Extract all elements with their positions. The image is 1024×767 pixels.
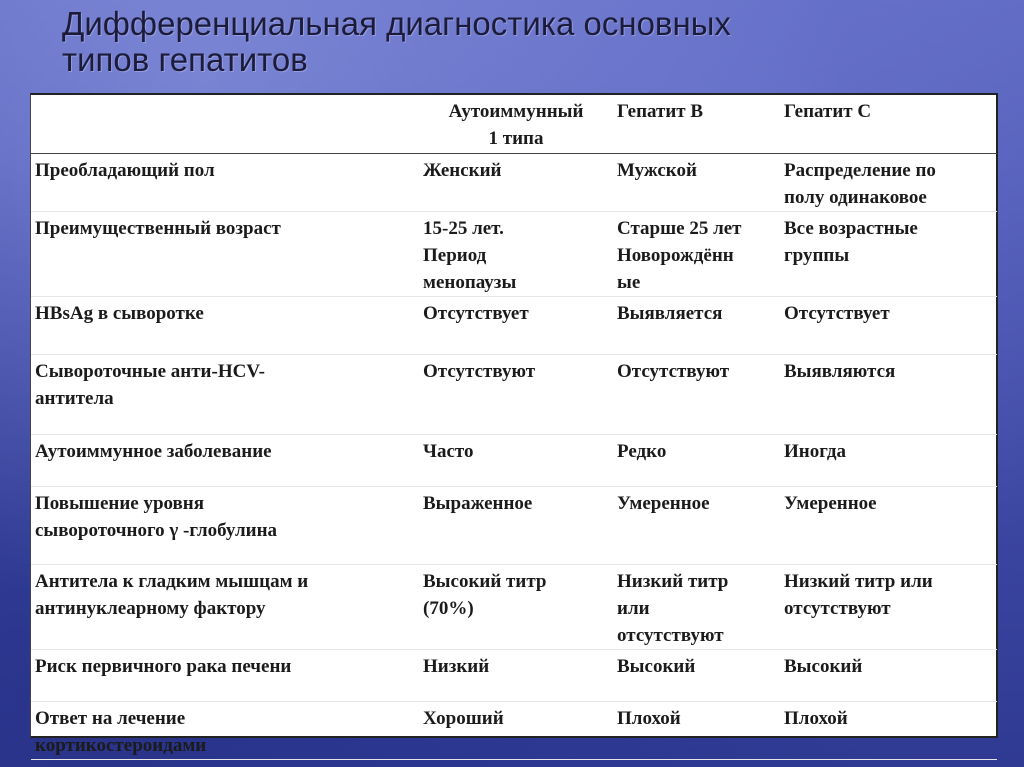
hepatitis-c-cell xyxy=(780,434,997,486)
autoimmune-cell xyxy=(419,211,613,296)
autoimmune-cell xyxy=(419,296,613,354)
cell-text-line: Низкий титр или xyxy=(784,570,933,592)
column-header xyxy=(419,95,613,153)
table-row xyxy=(31,434,997,486)
cell-text-line: Преимущественный возраст xyxy=(35,217,281,239)
cell-text-line: Гепатит C xyxy=(784,101,872,122)
cell-text-line: Умеренное xyxy=(617,492,710,514)
cell-text-line: Отсутствует xyxy=(784,302,890,324)
hepatitis-c-cell xyxy=(780,701,997,759)
hepatitis-c-cell xyxy=(780,296,997,354)
cell-text-line: Плохой xyxy=(784,707,848,729)
row-label xyxy=(31,354,419,434)
table-row xyxy=(31,153,997,211)
autoimmune-cell xyxy=(419,701,613,759)
autoimmune-cell xyxy=(419,153,613,211)
cell-text-line: Редко xyxy=(617,440,667,462)
column-header xyxy=(613,95,780,153)
hepatitis-c-cell xyxy=(780,649,997,701)
row-label xyxy=(31,649,419,701)
cell-text-line: Гепатит B xyxy=(617,101,704,122)
table-body xyxy=(31,95,997,759)
autoimmune-cell xyxy=(419,434,613,486)
cell-text-line: Новорождённ xyxy=(617,244,734,266)
hepatitis-c-cell xyxy=(780,153,997,211)
cell-text-line: менопаузы xyxy=(423,271,517,293)
cell-text-line: Повышение уровня xyxy=(35,492,205,514)
row-label xyxy=(31,564,419,649)
cell-text-line: Распределение по xyxy=(784,159,936,181)
hepatitis-comparison-table xyxy=(30,93,998,756)
cell-text-line: Сывороточные анти-HCV- xyxy=(35,360,265,382)
hepatitis-b-cell xyxy=(613,211,780,296)
hepatitis-c-cell xyxy=(780,354,997,434)
hepatitis-b-cell xyxy=(613,153,780,211)
cell-text-line: Старше 25 лет xyxy=(617,217,742,239)
slide-title-line-1: Дифференциальная диагностика основных xyxy=(62,5,731,42)
autoimmune-cell xyxy=(419,354,613,434)
cell-text-line: отсутствуют xyxy=(784,597,891,619)
cell-text-line: HBsAg в сыворотке xyxy=(35,302,204,324)
cell-text-line: Выявляется xyxy=(617,302,723,324)
hepatitis-c-cell xyxy=(780,486,997,564)
cell-text-line: сывороточного γ -глобулина xyxy=(35,519,278,541)
autoimmune-cell xyxy=(419,649,613,701)
table-row xyxy=(31,211,997,296)
hepatitis-b-cell xyxy=(613,701,780,759)
cell-text-line: полу одинаковое xyxy=(784,186,927,208)
cell-text-line: Высокий титр xyxy=(423,570,547,592)
hepatitis-b-cell xyxy=(613,354,780,434)
cell-text-line: 1 типа xyxy=(488,128,544,149)
cell-text-line: Отсутствуют xyxy=(423,360,536,382)
cell-text-line: Отсутствует xyxy=(423,302,529,324)
hepatitis-b-cell xyxy=(613,564,780,649)
cell-text-line: Выраженное xyxy=(423,492,533,514)
column-header xyxy=(780,95,997,153)
table-row xyxy=(31,354,997,434)
cell-text-line: 15-25 лет. xyxy=(423,217,504,239)
cell-text-line: группы xyxy=(784,244,850,266)
cell-text-line: Аутоиммунный xyxy=(448,101,584,122)
header-empty-cell xyxy=(31,95,419,153)
hepatitis-b-cell xyxy=(613,486,780,564)
cell-text-line: Выявляются xyxy=(784,360,896,382)
cell-text-line: Низкий xyxy=(423,655,490,677)
cell-text-line: ые xyxy=(617,271,641,293)
row-label xyxy=(31,153,419,211)
row-label xyxy=(31,486,419,564)
cell-text-line: Преобладающий пол xyxy=(35,159,215,181)
autoimmune-cell xyxy=(419,486,613,564)
table-row xyxy=(31,486,997,564)
table-header-row xyxy=(31,95,997,153)
table-row xyxy=(31,564,997,649)
cell-text-line: отсутствуют xyxy=(617,624,724,646)
hepatitis-b-cell xyxy=(613,434,780,486)
cell-text-line: Мужской xyxy=(617,159,697,181)
cell-text-line: Часто xyxy=(423,440,474,462)
autoimmune-cell xyxy=(419,564,613,649)
hepatitis-b-cell xyxy=(613,296,780,354)
cell-text-line: Женский xyxy=(423,159,502,181)
cell-text-line: Аутоиммунное заболевание xyxy=(35,440,272,462)
hepatitis-c-cell xyxy=(780,564,997,649)
cell-text-line: Все возрастные xyxy=(784,217,918,239)
cell-text-line: Отсутствуют xyxy=(617,360,730,382)
row-label xyxy=(31,434,419,486)
row-label xyxy=(31,296,419,354)
cell-text-line: Высокий xyxy=(784,655,863,677)
hepatitis-c-cell xyxy=(780,211,997,296)
slide-title xyxy=(62,6,731,78)
cell-text-line: Плохой xyxy=(617,707,681,729)
cell-text-line: антитела xyxy=(35,387,114,409)
cell-text-line: Хороший xyxy=(423,707,504,729)
cell-text-line: (70%) xyxy=(423,597,474,619)
cell-text-line: Иногда xyxy=(784,440,847,462)
cell-text-line: Период xyxy=(423,244,487,266)
row-label xyxy=(31,211,419,296)
cell-text-line: Высокий xyxy=(617,655,696,677)
table-row xyxy=(31,701,997,759)
cell-text-line: Умеренное xyxy=(784,492,877,514)
cell-text-line: Низкий титр xyxy=(617,570,729,592)
row-label xyxy=(31,701,419,759)
cell-text-line: Риск первичного рака печени xyxy=(35,655,292,677)
cell-text-line: антинуклеарному фактору xyxy=(35,597,266,619)
table-row xyxy=(31,649,997,701)
cell-text-line: кортикостероидами xyxy=(35,734,207,756)
cell-text-line: Антитела к гладким мышцам и xyxy=(35,570,309,592)
cell-text-line: Ответ на лечение xyxy=(35,707,186,729)
slide-title-line-2: типов гепатитов xyxy=(62,41,308,78)
table-row xyxy=(31,296,997,354)
hepatitis-b-cell xyxy=(613,649,780,701)
cell-text-line: или xyxy=(617,597,650,619)
data-table xyxy=(31,95,997,760)
